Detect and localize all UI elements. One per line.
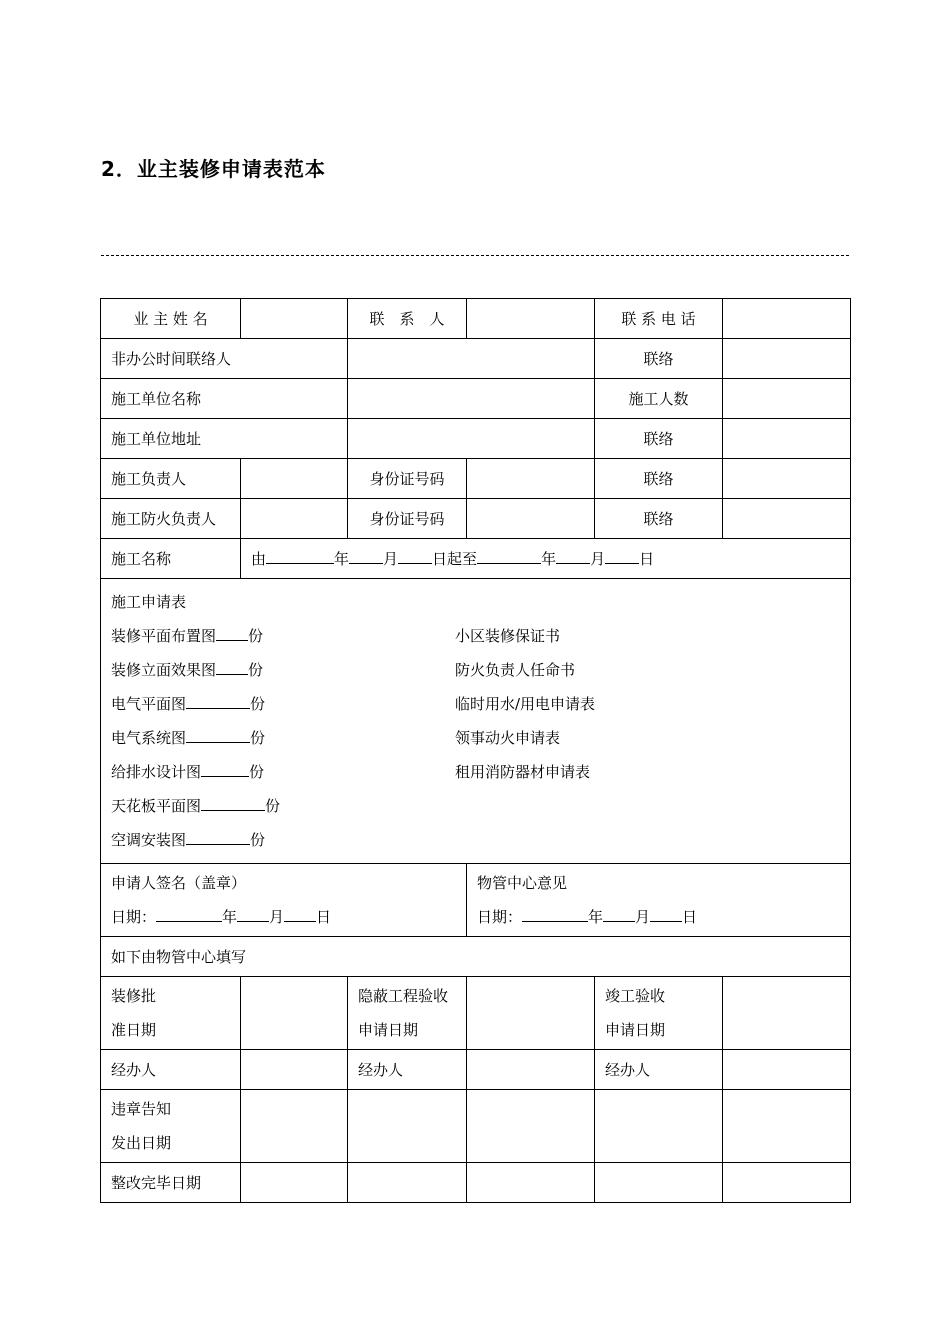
concealed-work-field[interactable] [467,977,595,1050]
application-documents-cell [101,579,851,864]
after-hours-contact-field[interactable] [348,339,595,379]
day-start-text: 日起至 [432,549,478,568]
contact-field[interactable] [723,459,851,499]
violation-notice-field[interactable] [723,1090,851,1163]
id-number-label: 身份证号码 [348,459,467,499]
contact-label: 联络 [595,419,723,459]
approval-date-label: 装修批 准日期 [101,977,241,1050]
contact-phone-label: 联 系 电 话 [595,299,723,339]
contact-label: 联络 [595,499,723,539]
application-form-table [100,298,851,1203]
contractor-address-label: 施工单位地址 [101,419,348,459]
construction-period-label: 施工名称 [101,539,241,579]
contact-person-field[interactable] [467,299,595,339]
year-blank[interactable] [522,907,588,922]
table-row [101,977,851,1050]
from-text: 由 [251,549,267,568]
contact-phone-field[interactable] [723,299,851,339]
copies-blank[interactable] [201,762,249,777]
contact-person-label: 联 系 人 [348,299,467,339]
rectify-date-field[interactable] [595,1163,723,1203]
year-text: 年 [334,549,350,568]
list-item: 防火负责人任命书 [455,661,576,679]
contact-field[interactable] [723,499,851,539]
id-number-label: 身份证号码 [348,499,467,539]
violation-notice-field[interactable] [467,1090,595,1163]
table-row [101,937,851,977]
table-row [101,499,851,539]
table-row [101,299,851,339]
completion-label: 竣工验收 申请日期 [595,977,723,1050]
start-month-blank[interactable] [349,549,383,564]
list-item: 临时用水/用电申请表 [455,695,596,713]
list-item: 电气平面图 份 [111,695,266,713]
list-item: 电气系统图 份 [111,729,266,747]
completion-field[interactable] [723,977,851,1050]
list-item: 租用消防器材申请表 [455,763,591,781]
table-row [101,864,851,937]
list-item: 小区装修保证书 [455,627,561,645]
month-blank[interactable] [237,907,269,922]
handler-field[interactable] [723,1050,851,1090]
id-number-field[interactable] [467,499,595,539]
contact-field[interactable] [723,339,851,379]
worker-count-field[interactable] [723,379,851,419]
rectify-date-field[interactable] [241,1163,348,1203]
table-row [101,379,851,419]
owner-name-field[interactable] [241,299,348,339]
table-row [101,539,851,579]
year-blank[interactable] [156,907,222,922]
contractor-address-field[interactable] [348,419,595,459]
contact-label: 联络 [595,459,723,499]
handler-label: 经办人 [101,1050,241,1090]
violation-notice-field[interactable] [348,1090,467,1163]
owner-name-label: 业 主 姓 名 [101,299,241,339]
handler-label: 经办人 [595,1050,723,1090]
center-date: 日期： 年 月 日 [477,908,698,926]
month-blank[interactable] [603,907,635,922]
table-row [101,459,851,499]
construction-period-field[interactable] [241,539,851,579]
month-text: 月 [590,549,606,568]
page-title: 2．业主装修申请表范本 [101,157,326,181]
contact-label: 联络 [595,339,723,379]
site-manager-label: 施工负责人 [101,459,241,499]
applicant-date: 日期： 年 月 日 [111,908,332,926]
rectify-date-label: 整改完毕日期 [101,1163,241,1203]
end-day-blank[interactable] [605,549,639,564]
handler-label: 经办人 [348,1050,467,1090]
table-row [101,1163,851,1203]
violation-notice-field[interactable] [595,1090,723,1163]
copies-blank[interactable] [216,660,248,675]
after-hours-contact-label: 非办公时间联络人 [101,339,348,379]
fire-safety-manager-field[interactable] [241,499,348,539]
table-row [101,1090,851,1163]
list-item: 装修平面布置图 份 [111,627,264,645]
document-list [455,619,799,857]
violation-notice-field[interactable] [241,1090,348,1163]
contractor-name-field[interactable] [348,379,595,419]
contact-field[interactable] [723,419,851,459]
copies-blank[interactable] [216,626,248,641]
center-opinion-label: 物管中心意见 [477,874,568,892]
copies-blank[interactable] [186,694,250,709]
concealed-work-label: 隐蔽工程验收 申请日期 [348,977,467,1050]
applicant-signature-cell[interactable] [101,864,467,937]
day-blank[interactable] [650,907,682,922]
drawing-list [111,619,455,857]
rectify-date-field[interactable] [348,1163,467,1203]
divider [101,255,849,256]
contractor-name-label: 施工单位名称 [101,379,348,419]
fire-safety-manager-label: 施工防火负责人 [101,499,241,539]
list-item: 给排水设计图 份 [111,763,265,781]
day-text: 日 [639,549,655,568]
approval-date-field[interactable] [241,977,348,1050]
copies-blank[interactable] [186,830,250,845]
list-item: 装修立面效果图 份 [111,661,264,679]
table-row [101,339,851,379]
month-text: 月 [383,549,399,568]
list-item: 天花板平面图 份 [111,797,281,815]
worker-count-label: 施工人数 [595,379,723,419]
table-row [101,419,851,459]
rectify-date-field[interactable] [723,1163,851,1203]
handler-field[interactable] [241,1050,348,1090]
office-note: 如下由物管中心填写 [101,937,851,977]
day-blank[interactable] [284,907,316,922]
copies-blank[interactable] [186,728,250,743]
table-row [101,579,851,864]
end-month-blank[interactable] [556,549,590,564]
applicant-signature-label: 申请人签名（盖章） [111,874,247,892]
start-year-blank[interactable] [266,549,334,564]
violation-notice-label: 违章告知 发出日期 [101,1090,241,1163]
year-text: 年 [541,549,557,568]
rectify-date-field[interactable] [467,1163,595,1203]
list-item: 领事动火申请表 [455,729,561,747]
table-row [101,1050,851,1090]
start-day-blank[interactable] [398,549,432,564]
handler-field[interactable] [467,1050,595,1090]
id-number-field[interactable] [467,459,595,499]
application-title: 施工申请表 [111,593,187,611]
copies-blank[interactable] [201,796,265,811]
site-manager-field[interactable] [241,459,348,499]
list-item: 空调安装图 份 [111,831,266,849]
end-year-blank[interactable] [477,549,541,564]
center-opinion-cell[interactable] [467,864,851,937]
